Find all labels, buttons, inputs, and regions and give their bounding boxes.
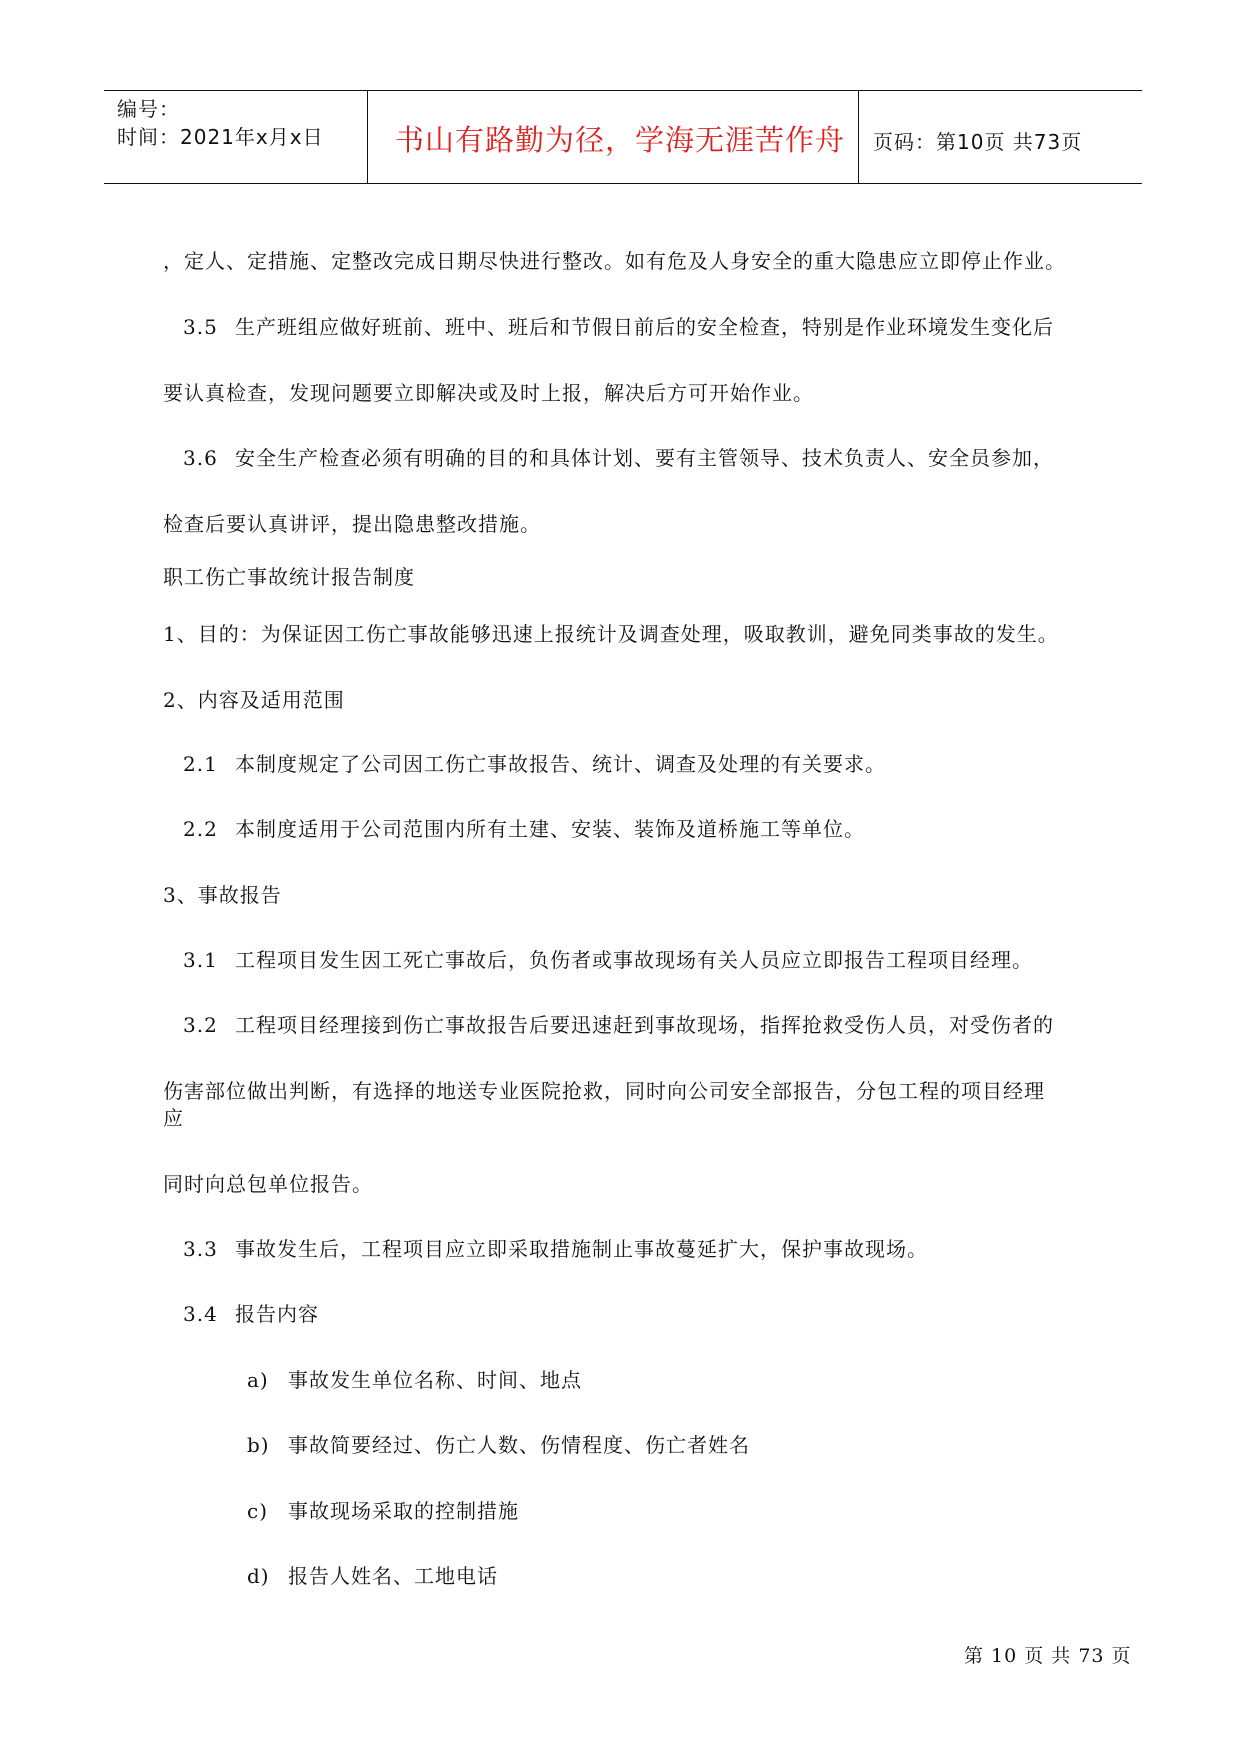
clause-text: 工程项目经理接到伤亡事故报告后要迅速赶到事故现场，指挥抢救受伤人员，对受伤者的 [235, 1013, 1054, 1037]
paragraph: 应 [163, 1106, 184, 1130]
clause-number: 3.3 [183, 1237, 218, 1261]
item-letter: c) [247, 1499, 269, 1523]
clause-3-3 [183, 1237, 928, 1261]
item-text: 事故现场采取的控制措施 [288, 1499, 519, 1523]
clause-text: 生产班组应做好班前、班中、班后和节假日前后的安全检查，特别是作业环境发生变化后 [235, 315, 1054, 339]
header-divider-left [367, 91, 368, 184]
serial-label: 编号： [117, 97, 180, 121]
header-divider-right [858, 91, 859, 184]
paragraph: 同时向总包单位报告。 [163, 1172, 373, 1196]
clause-text: 事故发生后，工程项目应立即采取措施制止事故蔓延扩大，保护事故现场。 [235, 1237, 928, 1261]
motto-title: 书山有路勤为径，学海无涯苦作舟 [395, 123, 846, 157]
clause-3-2 [183, 1013, 1054, 1037]
clause-3-6 [183, 446, 1054, 470]
clause-3-5 [183, 315, 1054, 339]
clause-number: 3.6 [183, 446, 218, 470]
page-code: 页码：第10页 共73页 [873, 130, 1083, 154]
clause-number: 3.5 [183, 315, 218, 339]
item-text: 事故发生单位名称、时间、地点 [288, 1368, 582, 1392]
paragraph: 要认真检查，发现问题要立即解决或及时上报，解决后方可开始作业。 [163, 381, 814, 405]
clause-2-2 [183, 817, 865, 841]
clause-number: 3.2 [183, 1013, 218, 1037]
item-letter: b) [247, 1433, 270, 1457]
paragraph: 1、目的：为保证因工伤亡事故能够迅速上报统计及调查处理，吸取教训，避免同类事故的发生。 [163, 622, 1059, 646]
clause-text: 安全生产检查必须有明确的目的和具体计划、要有主管领导、技术负责人、安全员参加， [235, 446, 1054, 470]
clause-3-4 [183, 1302, 319, 1326]
clause-2-1 [183, 752, 886, 776]
paragraph: 检查后要认真讲评，提出隐患整改措施。 [163, 512, 541, 536]
time-label: 时间：2021年x月x日 [117, 125, 324, 149]
list-item [247, 1564, 498, 1588]
list-item [247, 1368, 582, 1392]
item-text: 事故简要经过、伤亡人数、伤情程度、伤亡者姓名 [288, 1433, 750, 1457]
clause-text: 本制度适用于公司范围内所有土建、安装、装饰及道桥施工等单位。 [235, 817, 865, 841]
header-top-rule [104, 90, 1142, 91]
paragraph: 3、事故报告 [163, 883, 282, 907]
clause-number: 2.1 [183, 752, 218, 776]
item-text: 报告人姓名、工地电话 [288, 1564, 498, 1588]
item-letter: d) [247, 1564, 270, 1588]
clause-number: 2.2 [183, 817, 218, 841]
paragraph: 伤害部位做出判断，有选择的地送专业医院抢救，同时向公司安全部报告，分包工程的项目经理 [163, 1079, 1045, 1103]
clause-number: 3.4 [183, 1302, 218, 1326]
clause-number: 3.1 [183, 948, 218, 972]
clause-text: 本制度规定了公司因工伤亡事故报告、统计、调查及处理的有关要求。 [235, 752, 886, 776]
clause-3-1 [183, 948, 1033, 972]
item-letter: a) [247, 1368, 269, 1392]
list-item [247, 1433, 750, 1457]
page-footer: 第 10 页 共 73 页 [964, 1645, 1132, 1667]
paragraph: 2、内容及适用范围 [163, 688, 345, 712]
paragraph: ，定人、定措施、定整改完成日期尽快进行整改。如有危及人身安全的重大隐患应立即停止作业。 [163, 249, 1066, 273]
list-item [247, 1499, 519, 1523]
clause-text: 报告内容 [235, 1302, 319, 1326]
clause-text: 工程项目发生因工死亡事故后，负伤者或事故现场有关人员应立即报告工程项目经理。 [235, 948, 1033, 972]
header-bottom-rule [104, 183, 1142, 184]
section-title: 职工伤亡事故统计报告制度 [163, 565, 415, 589]
